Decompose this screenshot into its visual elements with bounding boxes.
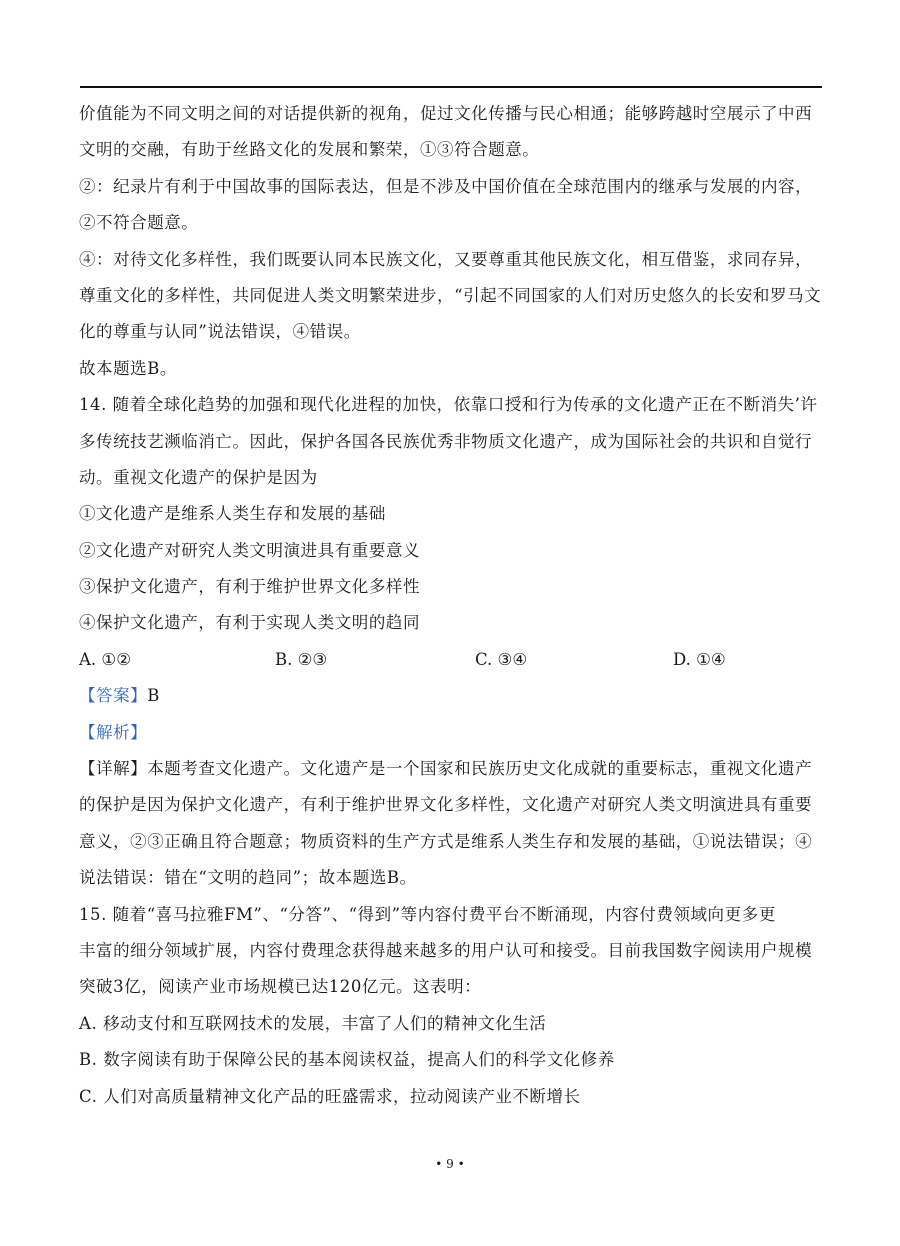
q14-option-d: D. ①④ (673, 649, 726, 669)
q14-stem-line: 14. 随着全球化趋势的加强和现代化进程的加快，依靠口授和行为传承的文化遗产正在不断消失’许 (79, 395, 818, 415)
q14-stem-line: 动。重视文化遗产的保护是因为 (79, 467, 318, 487)
analysis-tag: 【解析】 (79, 722, 148, 742)
q14-option-b: B. ②③ (275, 649, 328, 669)
q14-option-a: A. ①② (79, 649, 131, 669)
q15-stem-line: 突破3亿，阅读产业市场规模已达120亿元。这表明： (79, 977, 482, 997)
q14-answer (79, 678, 824, 714)
answer-tag: 【答案】 (79, 686, 148, 706)
q14-analysis (79, 715, 824, 751)
q14-detail-line: 的保护是因为保护文化遗产，有利于维护世界文化多样性，文化遗产对研究人类文明演进具有重要 (79, 795, 813, 815)
text-line: ②：纪录片有利于中国故事的国际表达，但是不涉及中国价值在全球范围内的继承与发展的内容， (79, 176, 813, 196)
q15-option-a: A. 移动支付和互联网技术的发展，丰富了人们的精神文化生活 (79, 1013, 547, 1033)
q14-statement-1: ①文化遗产是维系人类生存和发展的基础 (79, 504, 386, 524)
text-line: 尊重文化的多样性，共同促进人类文明繁荣进步，“引起不同国家的人们对历史悠久的长安和罗马文 (79, 285, 822, 305)
q14-detail-line: 意义，②③正确且符合题意；物质资料的生产方式是维系人类生存和发展的基础，①说法错误；④ (79, 831, 813, 851)
q15-option-c: C. 人们对高质量精神文化产品的旺盛需求，拉动阅读产业不断增长 (79, 1086, 581, 1106)
q13-conclusion: 故本题选B。 (79, 358, 177, 378)
question-15 (79, 897, 824, 1115)
header-rule (80, 86, 822, 88)
q14-options (79, 642, 824, 678)
q14-detail-line: 说法错误：错在“文明的趋同”；故本题选B。 (79, 868, 417, 888)
text-line: 化的尊重与认同”说法错误，④错误。 (79, 322, 361, 342)
text-line: ④：对待文化多样性，我们既要认同本民族文化，又要尊重其他民族文化，相互借鉴，求同存异， (79, 249, 813, 269)
q14-stem-line: 多传统技艺濒临消亡。因此，保护各国各民族优秀非物质文化遗产，成为国际社会的共识和自觉行 (79, 431, 813, 451)
q15-stem-line: 丰富的细分领域扩展，内容付费理念获得越来越多的用户认可和接受。目前我国数字阅读用户规模 (79, 940, 813, 960)
q14-option-c: C. ③④ (475, 649, 528, 669)
page-content (79, 96, 824, 1115)
q13-explanation (79, 96, 824, 387)
q15-stem-line: 15. 随着“喜马拉雅FM”、“分答”、“得到”等内容付费平台不断涌现，内容付费领域向更多更 (79, 904, 776, 924)
page-number: • 9 • (435, 1157, 465, 1171)
text-line: 价值能为不同文明之间的对话提供新的视角，促过文化传播与民心相通；能够跨越时空展示了中西 (79, 104, 813, 123)
question-14 (79, 387, 824, 896)
q14-statement-3: ③保护文化遗产，有利于维护世界文化多样性 (79, 577, 420, 597)
q14-detail-line: 【详解】本题考查文化遗产。文化遗产是一个国家和民族历史文化成就的重要标志，重视文化遗产 (79, 759, 813, 779)
answer-value: B (147, 686, 160, 706)
q15-option-b: B. 数字阅读有助于保障公民的基本阅读权益，提高人们的科学文化修养 (79, 1050, 615, 1070)
text-line: ②不符合题意。 (79, 213, 199, 233)
text-line: 文明的交融，有助于丝路文化的发展和繁荣，①③符合题意。 (79, 140, 540, 160)
q14-statement-4: ④保护文化遗产，有利于实现人类文明的趋同 (79, 613, 420, 633)
q14-statement-2: ②文化遗产对研究人类文明演进具有重要意义 (79, 540, 420, 560)
